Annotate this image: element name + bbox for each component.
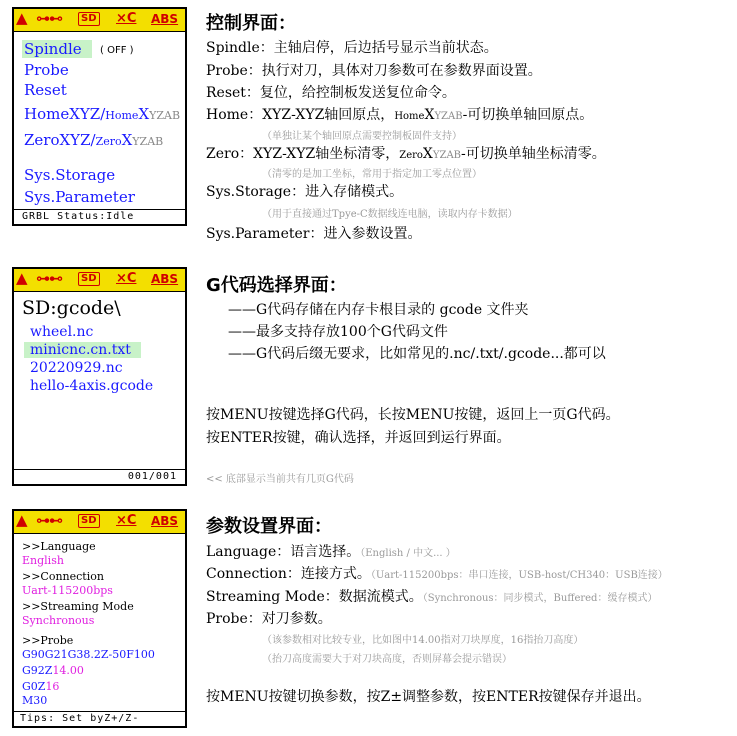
probe-label: >>Probe xyxy=(22,634,74,647)
page-counter: 001/001 xyxy=(14,469,185,484)
menu-probe[interactable]: Probe xyxy=(24,61,69,79)
menu-sys-parameter[interactable]: Sys.Parameter xyxy=(24,188,135,206)
status-bar xyxy=(14,269,185,292)
desc-note: （单独让某个轴回原点需要控制板固件支持） xyxy=(262,131,462,142)
absolute-mode-icon: ABS xyxy=(151,272,179,286)
menu-reset[interactable]: Reset xyxy=(24,81,67,99)
desc-line: Connection：连接方式。（Uart-115200bps：串口连接，USB-host/CH340：USB连接） xyxy=(206,566,668,582)
desc-line: Probe：执行对刀，具体对刀参数可在参数界面设置。 xyxy=(206,63,542,79)
coordinate-clear-icon: ×C xyxy=(116,11,137,26)
gcode-path: SD:gcode\ xyxy=(22,297,121,319)
desc-note: （用于直接通过Tpye-C数据线连电脑，读取内存卡数据） xyxy=(262,209,518,220)
usb-icon: ⊶⊷ xyxy=(36,271,62,287)
status-bar xyxy=(14,9,185,32)
coordinate-clear-icon: ×C xyxy=(116,271,137,286)
probe-line-3[interactable]: G0Z16 xyxy=(22,680,60,693)
desc-line: 按ENTER按键，确认选择，并返回到运行界面。 xyxy=(206,430,511,446)
absolute-mode-icon: ABS xyxy=(151,12,179,26)
section-title: 控制界面： xyxy=(206,13,296,34)
coordinate-clear-icon: ×C xyxy=(116,513,137,528)
language-value[interactable]: English xyxy=(22,554,64,567)
desc-line: Reset：复位，给控制板发送复位命令。 xyxy=(206,85,456,101)
desc-note: << 底部显示当前共有几页G代码 xyxy=(206,474,354,485)
desc-note: （清零的是加工坐标，常用于指定加工零点位置） xyxy=(262,169,482,180)
warning-icon: ▲ xyxy=(16,269,28,287)
probe-line-4: M30 xyxy=(22,694,48,707)
file-item[interactable]: 20220929.nc xyxy=(30,360,123,376)
gcode-screen xyxy=(12,267,187,486)
warning-icon: ▲ xyxy=(16,511,28,529)
status-bar xyxy=(14,511,185,534)
section-title: 参数设置界面： xyxy=(206,516,332,537)
control-screen xyxy=(12,7,187,226)
desc-line: Streaming Mode：数据流模式。（Synchronous：同步模式，Buffered：缓存模式） xyxy=(206,589,658,605)
absolute-mode-icon: ABS xyxy=(151,514,179,528)
file-item[interactable]: minicnc.cn.txt xyxy=(24,342,141,358)
probe-line-1: G90G21G38.2Z-50F100 xyxy=(22,648,155,661)
desc-line: Language：语言选择。（English / 中文... ） xyxy=(206,544,456,560)
section-title: G代码选择界面： xyxy=(206,275,347,296)
warning-icon: ▲ xyxy=(16,9,28,27)
desc-line: ——G代码存储在内存卡根目录的 gcode 文件夹 xyxy=(228,302,529,318)
desc-line: Zero：XYZ-XYZ轴坐标清零，ZeroXYZAB-可切换单轴坐标清零。 xyxy=(206,146,606,162)
parameter-screen xyxy=(12,509,187,728)
menu-sys-storage[interactable]: Sys.Storage xyxy=(24,166,116,184)
file-item[interactable]: wheel.nc xyxy=(30,324,94,340)
sd-card-icon: SD xyxy=(78,514,100,528)
menu-zero[interactable]: ZeroXYZ/ZeroXYZAB xyxy=(24,131,164,149)
file-item[interactable]: hello-4axis.gcode xyxy=(30,378,154,394)
menu-spindle[interactable]: Spindle xyxy=(22,40,92,58)
desc-line: Sys.Storage：进入存储模式。 xyxy=(206,184,404,200)
sd-card-icon: SD xyxy=(78,12,100,26)
streaming-label: >>Streaming Mode xyxy=(22,600,134,613)
spindle-state: ( OFF ) xyxy=(100,45,134,56)
language-label: >>Language xyxy=(22,540,96,553)
desc-note: （抬刀高度需要大于对刀块高度，否则屏幕会提示错误） xyxy=(262,654,512,665)
desc-line: 按MENU按键切换参数，按Z±调整参数，按ENTER按键保存并退出。 xyxy=(206,689,651,705)
streaming-value[interactable]: Synchronous xyxy=(22,614,95,627)
desc-line: ——最多支持存放100个G代码文件 xyxy=(228,324,448,340)
probe-line-2[interactable]: G92Z14.00 xyxy=(22,664,84,677)
sd-card-icon: SD xyxy=(78,272,100,286)
desc-line: Sys.Parameter：进入参数设置。 xyxy=(206,226,422,242)
desc-line: 按MENU按键选择G代码，长按MENU按键，返回上一页G代码。 xyxy=(206,407,620,423)
menu-home[interactable]: HomeXYZ/HomeXYZAB xyxy=(24,105,181,123)
desc-line: Probe：对刀参数。 xyxy=(206,611,332,627)
usb-icon: ⊶⊷ xyxy=(36,11,62,27)
usb-icon: ⊶⊷ xyxy=(36,513,62,529)
desc-line: Home：XYZ-XYZ轴回原点，HomeXYZAB-可切换单轴回原点。 xyxy=(206,107,594,123)
desc-line: Spindle：主轴启停，后边括号显示当前状态。 xyxy=(206,40,498,56)
grbl-status: GRBL Status:Idle xyxy=(14,209,185,224)
desc-note: （该参数相对比较专业，比如图中14.00指对刀块厚度，16指抬刀高度） xyxy=(262,635,584,646)
connection-value[interactable]: Uart-115200bps xyxy=(22,584,113,597)
desc-line: ——G代码后缀无要求，比如常见的.nc/.txt/.gcode...都可以 xyxy=(228,346,606,362)
connection-label: >>Connection xyxy=(22,570,104,583)
tips-bar: Tips: Set byZ+/Z- xyxy=(14,711,185,726)
